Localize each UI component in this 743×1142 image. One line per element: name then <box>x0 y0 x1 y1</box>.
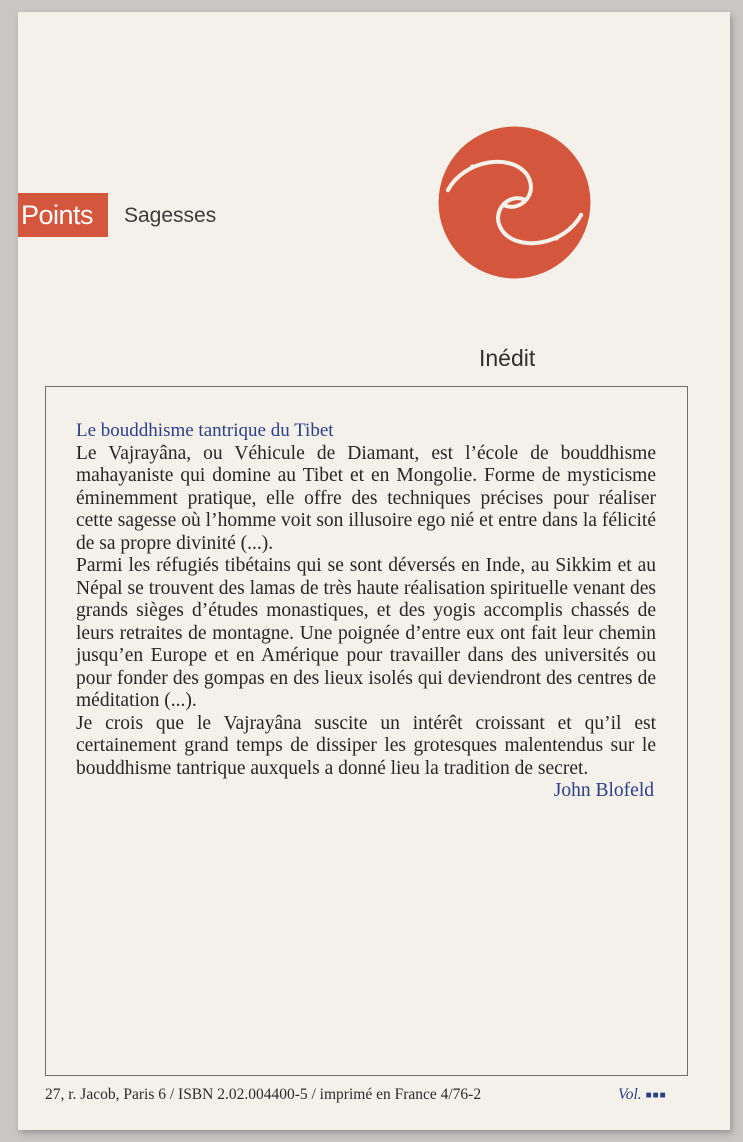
inedit-label: Inédit <box>479 345 536 371</box>
points-badge: Points <box>18 193 108 237</box>
volume-marker <box>618 1086 667 1104</box>
series-name: Sagesses <box>124 204 217 227</box>
blurb-heading: Le bouddhisme tantrique du Tibet <box>76 420 334 441</box>
blurb-paragraph: Je crois que le Vajrayâna suscite un intérêt croissant et qu’il est certainement grand temps de dissiper les grotesques malentendus sur le bouddhisme tantrique auxquels a donné lieu la tradition de secret. <box>76 712 656 779</box>
book-back-cover <box>18 12 730 1130</box>
blurb-paragraph: Le Vajrayâna, ou Véhicule de Diamant, est l’école de bouddhisme mahayaniste qui domine au Tibet et en Mongolie. Forme de mysticisme éminemment pratique, elle offre des techniques précises pour réaliser cette sagesse où l’homme voit son illusoire ego nié et entre dans la félicité de sa propre divinité (...). <box>76 442 656 554</box>
swirl-logo-icon <box>437 125 592 280</box>
imprint-line: 27, r. Jacob, Paris 6 / ISBN 2.02.004400-5 / imprimé en France 4/76-2 <box>45 1086 482 1103</box>
volume-squares-icon: ■■■ <box>645 1090 667 1101</box>
blurb-text <box>76 420 656 803</box>
volume-label: Vol. <box>618 1086 642 1103</box>
blurb-author: John Blofeld <box>553 780 654 801</box>
blurb-paragraph: Parmi les réfugiés tibétains qui se sont déversés en Inde, au Sikkim et au Népal se trouvent des lamas de très haute réalisation spirituelle venant des grands sièges d’études monastiques, et des yogis accomplis chassés de leurs retraites de montagne. Une poignée d’entre eux ont fait leur chemin jusqu’en Europe et en Amérique pour travailler dans des universités ou pour fonder des gompas en des lieux isolés qui deviendront des centres de méditation (...). <box>76 555 656 711</box>
